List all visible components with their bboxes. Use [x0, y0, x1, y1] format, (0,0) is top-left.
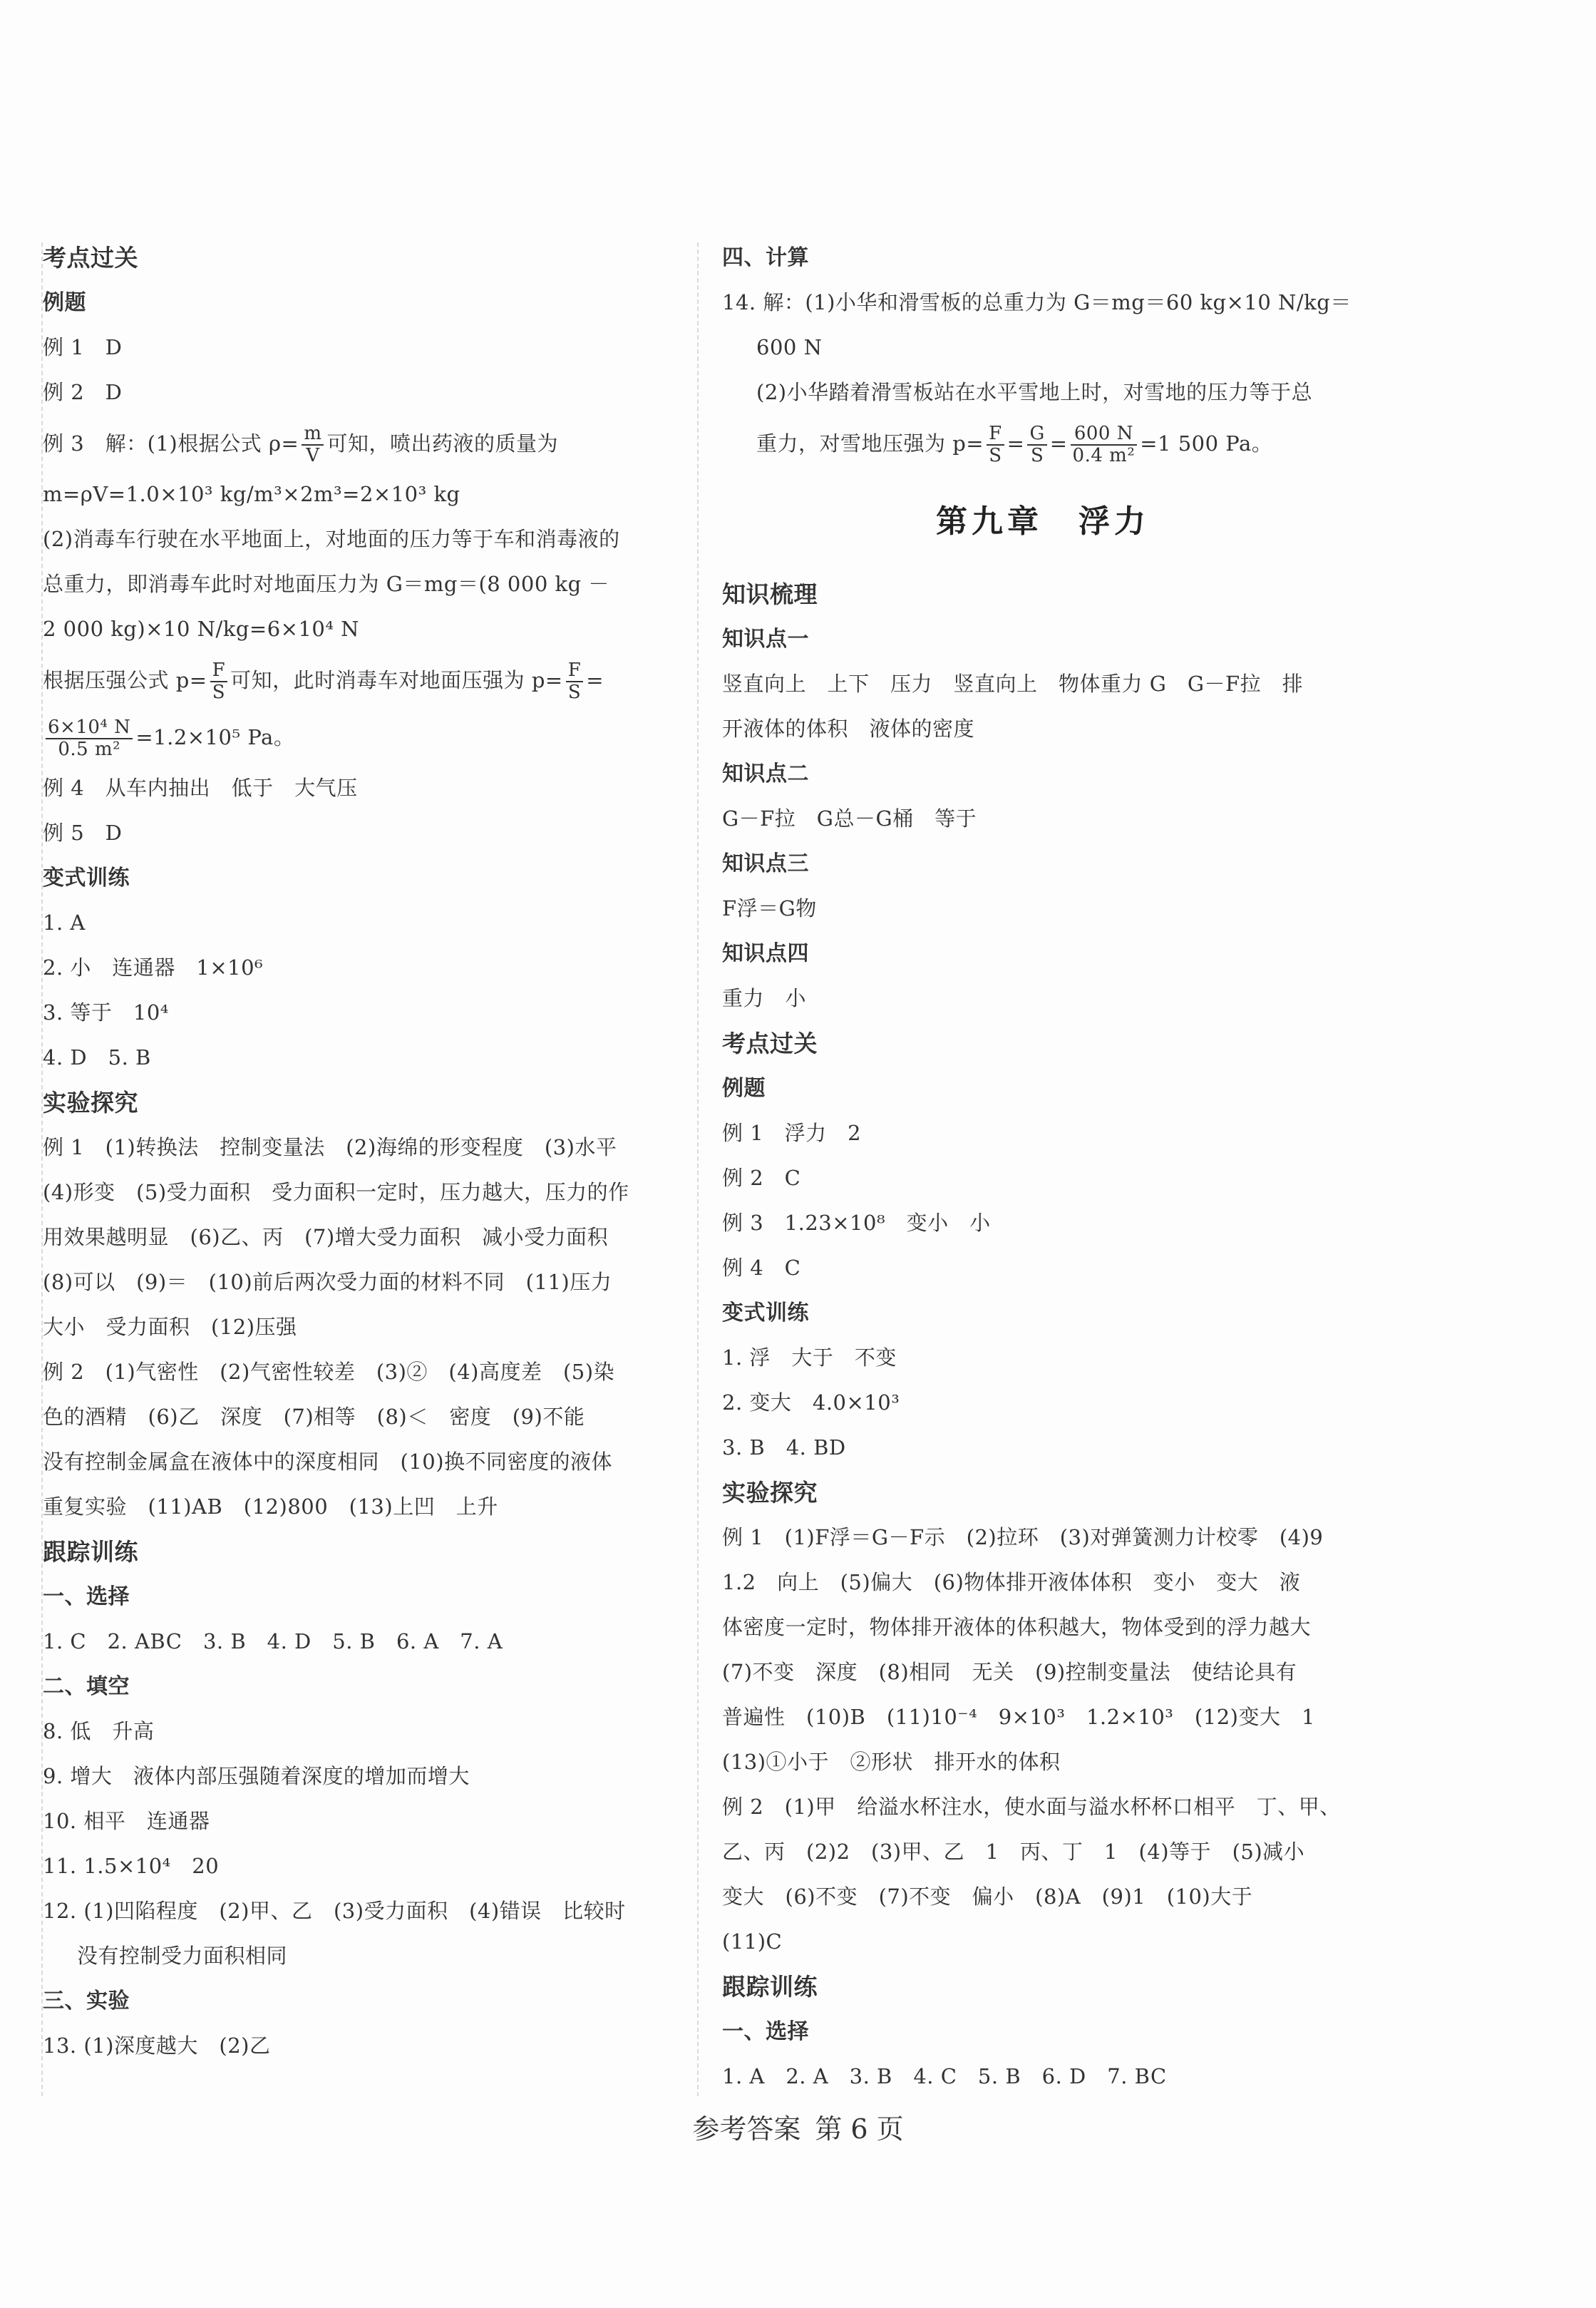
answer-line: 没有控制受力面积相同 — [77, 1944, 288, 1968]
answer-line: 变大 (6)不变 (7)不变 偏小 (8)A (9)1 (10)大于 — [722, 1884, 1253, 1909]
center-column-rule — [697, 242, 699, 2096]
answer-line: 1.2 向上 (5)偏大 (6)物体排开液体体积 变小 变大 液 — [722, 1570, 1301, 1594]
answer-line: (4)形变 (5)受力面积 受力面积一定时，压力越大，压力的作 — [43, 1180, 629, 1204]
answer-line: 14. 解：(1)小华和滑雪板的总重力为 G＝mg＝60 kg×10 N/kg＝ — [722, 290, 1352, 314]
subsection-heading: 四、计算 — [722, 245, 809, 270]
answer-line: 重复实验 (11)AB (12)800 (13)上凹 上升 — [43, 1494, 498, 1519]
answer-line: 2 000 kg)×10 N/kg=6×10⁴ N — [43, 617, 360, 641]
answer-line: G－F拉 G总－G桶 等于 — [722, 806, 977, 831]
subsection-heading: 变式训练 — [43, 866, 130, 891]
footer-label: 参考答案 — [692, 2113, 801, 2145]
answer-line: 例 1 浮力 2 — [722, 1121, 862, 1145]
answer-line: 例 2 (1)气密性 (2)气密性较差 (3)② (4)高度差 (5)染 — [43, 1360, 615, 1384]
answer-line: 3. B 4. BD — [722, 1435, 846, 1460]
answer-line: 11. 1.5×10⁴ 20 — [43, 1854, 220, 1878]
formula-line — [43, 415, 684, 472]
answer-line: 4. D 5. B — [43, 1045, 151, 1070]
answer-line: 例 4 C — [722, 1256, 801, 1280]
section-heading: 考点过关 — [722, 1030, 818, 1057]
answer-line: 8. 低 升高 — [43, 1719, 155, 1743]
fraction: $\frac{F}{S}$ — [566, 660, 584, 702]
answer-line: m=ρV=1.0×10³ kg/m³×2m³=2×10³ kg — [43, 482, 460, 506]
section-heading: 实验探究 — [722, 1479, 818, 1507]
answer-line: 用效果越明显 (6)乙、丙 (7)增大受力面积 减小受力面积 — [43, 1225, 609, 1249]
answer-line: (8)可以 (9)＝ (10)前后两次受力面的材料不同 (11)压力 — [43, 1270, 612, 1294]
formula-line: $\frac{\text{6×10⁴ N}}{\text{0.5 m²}}$ =1.2×10⁵ Pa。 — [43, 709, 684, 766]
answer-line: 1. C 2. ABC 3. B 4. D 5. B 6. A 7. A — [43, 1629, 503, 1653]
answer-line: 总重力，即消毒车此时对地面压力为 G＝mg＝(8 000 kg － — [43, 572, 609, 596]
fraction: $\frac{G}{S}$ — [1027, 424, 1046, 466]
answer-line: F浮＝G物 — [722, 896, 817, 920]
answer-line: 普遍性 (10)B (11)10⁻⁴ 9×10³ 1.2×10³ (12)变大 1 — [722, 1705, 1315, 1729]
subsection-heading: 例题 — [43, 290, 86, 315]
section-heading: 考点过关 — [43, 244, 138, 272]
fraction: $\frac{\text{6×10⁴ N}}{\text{0.5 m²}}$ — [46, 717, 133, 759]
answer-line: 2. 变大 4.0×10³ — [722, 1390, 900, 1415]
answer-line: (7)不变 深度 (8)相同 无关 (9)控制变量法 使结论具有 — [722, 1660, 1297, 1684]
answer-line: 例 1 D — [43, 335, 123, 359]
subsection-heading: 一、选择 — [722, 2019, 809, 2044]
subsection-heading: 例题 — [722, 1076, 766, 1101]
answer-line: (2)消毒车行驶在水平地面上，对地面的压力等于车和消毒液的 — [43, 527, 620, 551]
answer-line: 3. 等于 10⁴ — [43, 1000, 169, 1025]
answer-line: 例 2 (1)甲 给溢水杯注水，使水面与溢水杯杯口相平 丁、甲、 — [722, 1795, 1341, 1819]
answer-line: 没有控制金属盒在液体中的深度相同 (10)换不同密度的液体 — [43, 1450, 613, 1474]
subsection-heading: 一、选择 — [43, 1584, 130, 1609]
right-column — [722, 235, 1364, 2099]
answer-line: 乙、丙 (2)2 (3)甲、乙 1 丙、丁 1 (4)等于 (5)减小 — [722, 1840, 1305, 1864]
answer-line: (13)①小于 ②形状 排开水的体积 — [722, 1750, 1061, 1774]
answer-line: 竖直向上 上下 压力 竖直向上 物体重力 G G－F拉 排 — [722, 672, 1304, 696]
subsection-heading: 知识点三 — [722, 851, 809, 876]
answer-line: 13. (1)深度越大 (2)乙 — [43, 2033, 271, 2058]
subsection-heading: 知识点四 — [722, 941, 809, 966]
subsection-heading: 知识点一 — [722, 627, 809, 652]
left-column — [43, 235, 684, 2068]
answer-line: 1. 浮 大于 不变 — [722, 1345, 897, 1370]
answer-line: 大小 受力面积 (12)压强 — [43, 1315, 297, 1339]
answer-line: (11)C — [722, 1929, 783, 1954]
answer-line: 色的酒精 (6)乙 深度 (7)相等 (8)＜ 密度 (9)不能 — [43, 1405, 585, 1429]
answer-line: 重力 小 — [722, 986, 807, 1010]
answer-line: 600 N — [756, 335, 823, 359]
fraction: $\frac{m}{V}$ — [302, 424, 324, 466]
fraction: $\frac{F}{S}$ — [987, 424, 1004, 466]
chapter-title: 第九章 浮力 — [936, 503, 1150, 540]
formula-text: 例 3 解：(1)根据公式 ρ= — [43, 431, 299, 456]
section-heading: 跟踪训练 — [722, 1973, 818, 2001]
page-number: 第 6 页 — [815, 2113, 904, 2145]
answer-line: 例 1 (1)F浮＝G－F示 (2)拉环 (3)对弹簧测力计校零 (4)9 — [722, 1525, 1324, 1549]
answer-line: 例 2 D — [43, 380, 123, 404]
answer-line: 开液体的体积 液体的密度 — [722, 717, 975, 741]
answer-line: 1. A 2. A 3. B 4. C 5. B 6. D 7. BC — [722, 2064, 1167, 2088]
answer-line: 例 5 D — [43, 821, 123, 845]
formula-line: 重力，对雪地压强为 p= $\frac{F}{S}$ = $\frac{G}{S}$ = $\frac{600 N}{\text{0.4 m²}}$ =1 500 Pa。 — [756, 423, 1273, 466]
answer-line: (2)小华踏着滑雪板站在水平雪地上时，对雪地的压力等于总 — [756, 380, 1313, 404]
section-heading: 实验探究 — [43, 1089, 138, 1117]
formula-line: 根据压强公式 p= $\frac{F}{S}$ 可知，此时消毒车对地面压强为 p= $\frac{F}{S}$ = — [43, 660, 604, 703]
subsection-heading: 变式训练 — [722, 1301, 809, 1325]
fraction: $\frac{F}{S}$ — [210, 660, 228, 702]
answer-line: 2. 小 连通器 1×10⁶ — [43, 955, 264, 980]
answer-line: 9. 增大 液体内部压强随着深度的增加而增大 — [43, 1764, 470, 1788]
answer-line: 例 3 1.23×10⁸ 变小 小 — [722, 1211, 991, 1235]
subsection-heading: 二、填空 — [43, 1674, 130, 1699]
section-heading: 跟踪训练 — [43, 1538, 138, 1566]
page-footer — [0, 2107, 1596, 2146]
subsection-heading: 三、实验 — [43, 1989, 130, 2014]
section-heading: 知识梳理 — [722, 580, 818, 608]
answer-line: 例 4 从车内抽出 低于 大气压 — [43, 776, 358, 800]
answer-line: 1. A — [43, 911, 86, 935]
formula-text: 可知，喷出药液的质量为 — [326, 431, 558, 456]
subsection-heading: 知识点二 — [722, 761, 809, 786]
answer-line: 12. (1)凹陷程度 (2)甲、乙 (3)受力面积 (4)错误 比较时 — [43, 1899, 626, 1923]
answer-line: 例 2 C — [722, 1166, 801, 1190]
answer-line: 体密度一定时，物体排开液体的体积越大，物体受到的浮力越大 — [722, 1615, 1312, 1639]
answer-line: 10. 相平 连通器 — [43, 1809, 210, 1833]
answer-line: 例 1 (1)转换法 控制变量法 (2)海绵的形变程度 (3)水平 — [43, 1135, 617, 1159]
fraction: $\frac{600 N}{\text{0.4 m²}}$ — [1071, 424, 1138, 466]
